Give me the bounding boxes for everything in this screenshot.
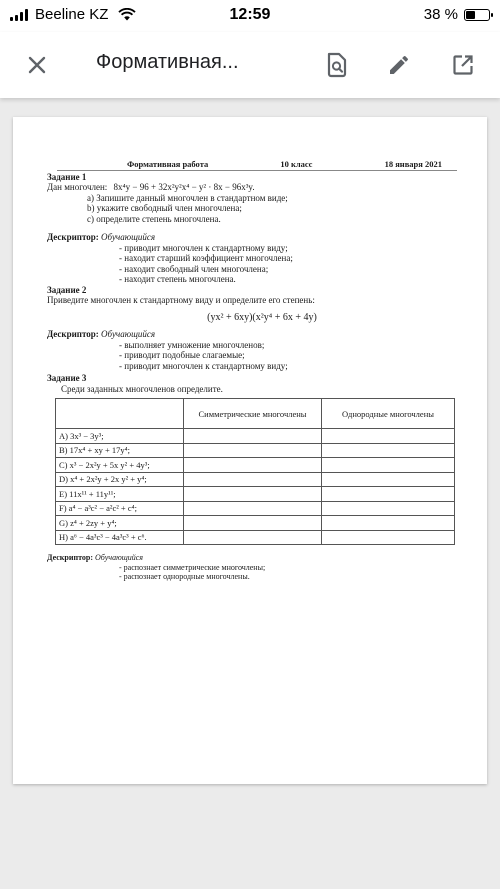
find-in-page-icon xyxy=(325,52,349,78)
table-row xyxy=(56,501,455,516)
close-button[interactable] xyxy=(18,46,56,84)
homogeneous-cell xyxy=(322,458,455,473)
homogeneous-cell xyxy=(322,501,455,516)
descriptor3-item: - распознает однородные многочлены. xyxy=(119,572,250,581)
descriptor1-item: - находит степень многочлена. xyxy=(119,274,236,284)
close-icon xyxy=(26,54,48,76)
polynomial-cell: B) 17x⁴ + xy + 17y⁴; xyxy=(56,443,184,458)
descriptor1-item: - приводит многочлен к стандартному виду; xyxy=(119,242,288,253)
descriptor1 xyxy=(47,232,457,243)
symmetric-cell xyxy=(184,472,322,487)
homogeneous-cell xyxy=(322,429,455,444)
polynomial-cell: D) x⁴ + 2x²y + 2x y² + y⁴; xyxy=(56,472,184,487)
homogeneous-cell xyxy=(322,487,455,502)
polynomial-cell: C) x³ − 2x²y + 5x y² + 4y³; xyxy=(56,458,184,473)
descriptor2-who: Обучающийся xyxy=(101,329,156,339)
homogeneous-cell xyxy=(322,516,455,531)
find-in-page-button[interactable] xyxy=(318,46,356,84)
symmetric-cell xyxy=(184,443,322,458)
task1-item: c) определите степень многочлена. xyxy=(87,213,221,224)
polynomial-cell: F) a⁴ − a³c² − a²c² + c⁴; xyxy=(56,501,184,516)
descriptor1-who: Обучающийся xyxy=(101,232,156,242)
descriptor2-label: Дескриптор: xyxy=(47,329,99,339)
polynomial-cell: A) 3x³ − 3y³; xyxy=(56,429,184,444)
carrier-name: Beeline KZ xyxy=(35,6,109,23)
table-row xyxy=(56,458,455,473)
task1-item: a) Запишите данный многочлен в стандартном виде; xyxy=(87,192,288,203)
document-header xyxy=(57,159,457,171)
battery-icon xyxy=(464,9,490,21)
task3-text: Среди заданных многочленов определите. xyxy=(61,383,223,394)
table-header-cell: Однородные многочлены xyxy=(322,399,455,429)
descriptor2-item: - приводит подобные слагаемые; xyxy=(119,350,245,360)
descriptor2 xyxy=(47,329,457,340)
polynomial-cell: H) a⁶ − 4a³c³ − 4a³c³ + c⁶. xyxy=(56,530,184,545)
descriptor3-label: Дескриптор: xyxy=(47,553,94,562)
task1-given xyxy=(47,182,457,193)
polynomial-table xyxy=(55,398,455,545)
task1-title: Задание 1 xyxy=(47,171,87,182)
edit-button[interactable] xyxy=(380,46,418,84)
clock: 12:59 xyxy=(229,6,271,23)
table-row xyxy=(56,487,455,502)
table-row xyxy=(56,429,455,444)
homogeneous-cell xyxy=(322,472,455,487)
symmetric-cell xyxy=(184,429,322,444)
document-page[interactable] xyxy=(13,117,487,784)
task1-given-label: Дан многочлен: xyxy=(47,182,108,192)
task1-item: b) укажите свободный член многочлена; xyxy=(87,203,242,213)
descriptor2-item: - приводит многочлен к стандартному виду; xyxy=(119,360,288,371)
document-title: Формативная... xyxy=(96,51,239,73)
task2-text: Приведите многочлен к стандартному виду и определите его степень: xyxy=(47,295,315,305)
table-row xyxy=(56,516,455,531)
table-header-cell xyxy=(56,399,184,429)
descriptor1-item: - находит старший коэффициент многочлена; xyxy=(119,253,293,263)
task3-title: Задание 3 xyxy=(47,373,87,383)
table-header-cell: Симметрические многочлены xyxy=(184,399,322,429)
edit-pencil-icon xyxy=(387,53,411,77)
homogeneous-cell xyxy=(322,443,455,458)
descriptor2-item: - выполняет умножение многочленов; xyxy=(119,339,265,350)
open-in-new-icon xyxy=(451,53,475,77)
table-row xyxy=(56,443,455,458)
task1-polynomial: 8x⁴y − 96 + 32x²y²x⁴ − y² · 8x − 96x³y. xyxy=(113,182,255,192)
descriptor3 xyxy=(47,553,457,582)
descriptor3-who: Обучающийся xyxy=(95,553,144,562)
homogeneous-cell xyxy=(322,530,455,545)
grade: 10 класс xyxy=(280,159,313,169)
work-title: Формативная работа xyxy=(127,159,209,169)
symmetric-cell xyxy=(184,487,322,502)
battery-percent: 38 % xyxy=(423,6,458,23)
battery-info xyxy=(424,6,490,23)
task2-formula: (yx² + 6xy)(x²y⁴ + 6x + 4y) xyxy=(207,311,317,323)
polynomial-cell: E) 11x¹¹ + 11y¹¹; xyxy=(56,487,184,502)
table-row xyxy=(56,530,455,545)
date: 18 января 2021 xyxy=(384,159,442,169)
app-bar xyxy=(0,32,500,98)
descriptor1-label: Дескриптор: xyxy=(47,232,99,242)
symmetric-cell xyxy=(184,458,322,473)
status-bar xyxy=(0,0,500,32)
symmetric-cell xyxy=(184,501,322,516)
task2-title: Задание 2 xyxy=(47,284,87,295)
symmetric-cell xyxy=(184,516,322,531)
document-content xyxy=(47,159,457,582)
open-in-new-button[interactable] xyxy=(444,46,482,84)
descriptor3-item: - распознает симметрические многочлены; xyxy=(119,562,266,572)
table-header-row xyxy=(56,399,455,429)
symmetric-cell xyxy=(184,530,322,545)
descriptor1-item: - находит свободный член многочлена; xyxy=(119,263,269,274)
polynomial-cell: G) z⁴ + 2zy + y⁴; xyxy=(56,516,184,531)
table-row xyxy=(56,472,455,487)
